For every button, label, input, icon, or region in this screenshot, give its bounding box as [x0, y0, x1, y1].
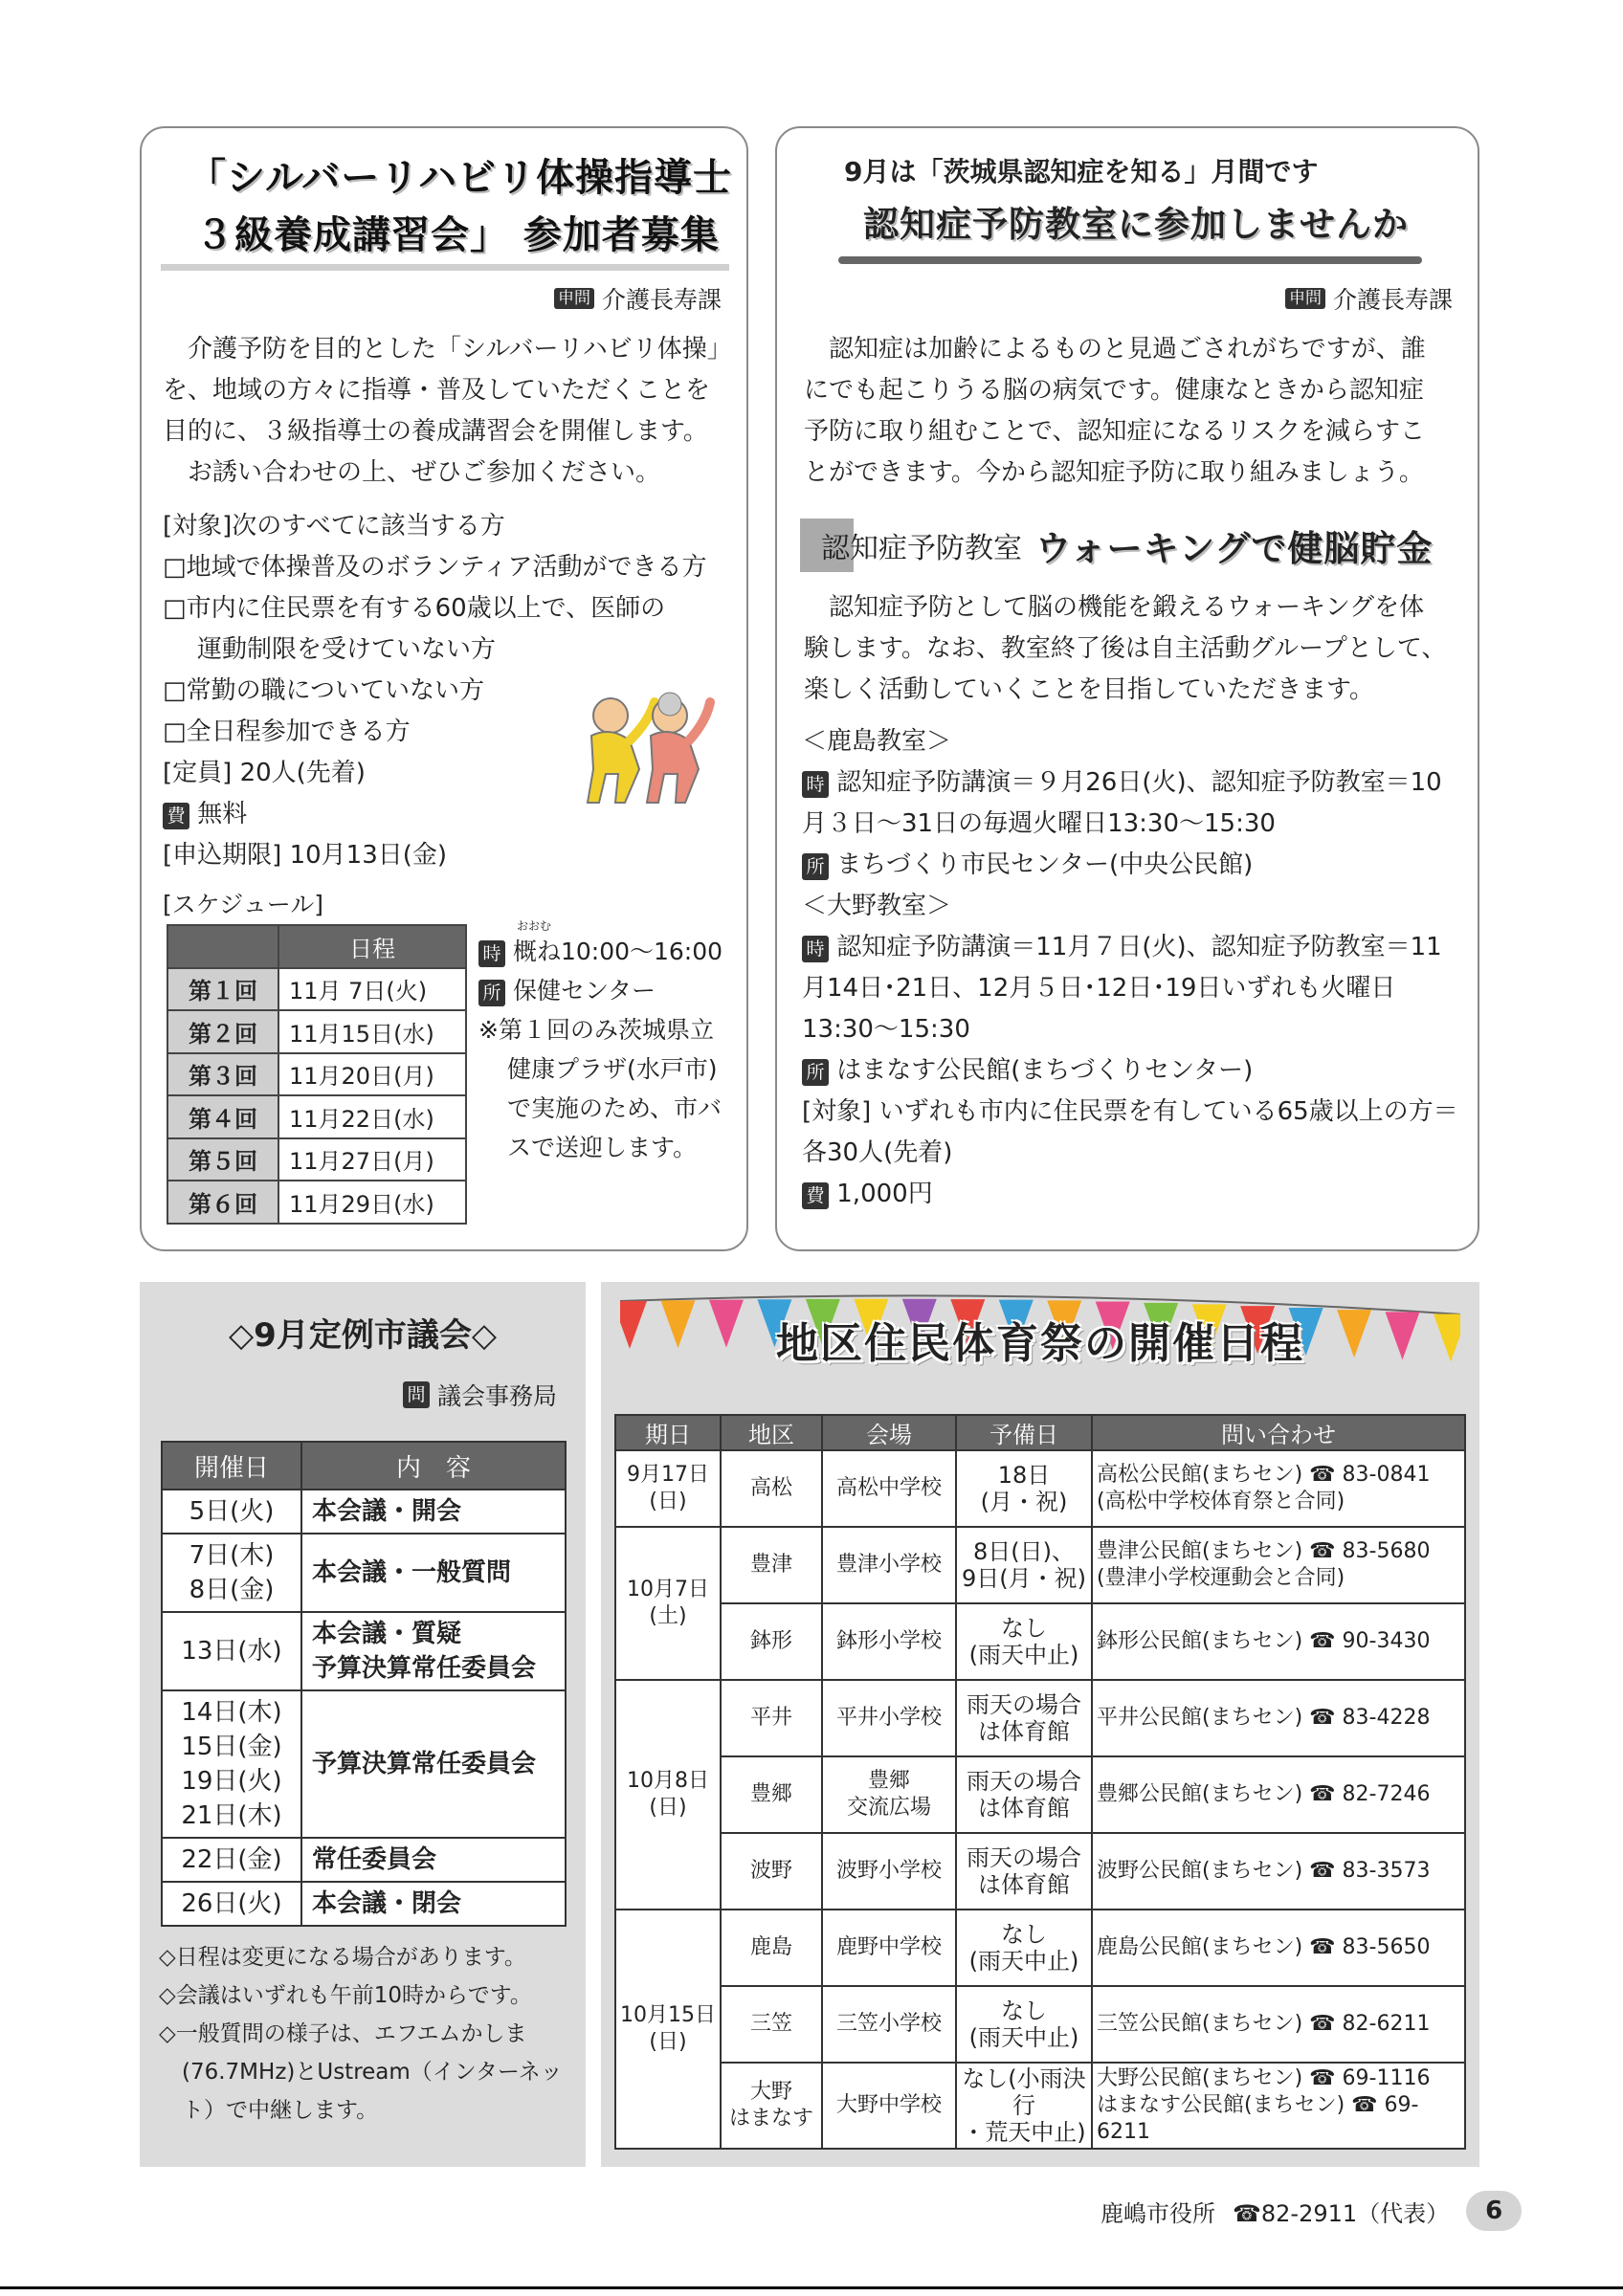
event-date: 9月17日 (日): [615, 1450, 721, 1527]
rehab-department: 申問 介護長寿課: [554, 281, 722, 316]
office-name: 鹿嶋市役所: [1101, 2199, 1215, 2227]
table-row: 7日(木) 8日(金) 本会議・一般質問: [162, 1534, 566, 1612]
footer: [1101, 2191, 1522, 2231]
table-row: 26日(火) 本会議・閉会: [162, 1882, 566, 1926]
cell-venue: 豊津小学校: [822, 1527, 956, 1603]
time-tag: 時: [802, 936, 829, 962]
sports-title: 地区住民体育祭の開催日程: [776, 1319, 1304, 1368]
table-row: [615, 1986, 1465, 2063]
rehab-intro: 介護予防を目的とした「シルバーリハビリ体操」 を、地域の方々に指導・普及していただくことを 目的に、３級指導士の養成講習会を開催します。 お誘い合わせの上、ぜひご参加ください。: [163, 335, 732, 487]
table-row: 22日(金) 常任委員会: [162, 1838, 566, 1882]
dementia-title: 認知症予防教室に参加しませんか: [863, 204, 1409, 245]
table-row: [615, 1527, 1465, 1603]
cell-venue: 平井小学校: [822, 1680, 956, 1756]
schedule-label: [スケジュール]: [163, 891, 324, 918]
cell-venue: 鉢形小学校: [822, 1603, 956, 1680]
kashima-heading: ＜鹿島教室＞: [802, 727, 952, 756]
place-tag: 所: [802, 853, 829, 880]
cell-contact: 豊津公民館(まちセン) ☎ 83-5680 (豊津小学校運動会と合同): [1092, 1527, 1465, 1603]
council-table: [161, 1441, 567, 1927]
schedule-header: 日程: [278, 925, 466, 968]
cell-reserve: なし (雨天中止): [956, 1603, 1092, 1680]
cell-contact: 鉢形公民館(まちセン) ☎ 90-3430: [1092, 1603, 1465, 1680]
table-row: [615, 1680, 1465, 1756]
table-row: [615, 1833, 1465, 1910]
schedule-notes: おおむ 時 概ね10:00～16:00 所 保健センター ※第１回のみ茨城県立健康プラザ(水戸市)で実施のため、市バスで送迎します。: [478, 932, 737, 1167]
table-row: 第５回 11月27日(月): [167, 1138, 466, 1181]
col-district: 地区: [721, 1415, 822, 1450]
cell-venue: 高松中学校: [822, 1450, 956, 1527]
sports-table: [614, 1414, 1466, 2150]
table-row: 第３回 11月20日(月): [167, 1053, 466, 1096]
cell-reserve: 雨天の場合 は体育館: [956, 1833, 1092, 1910]
cell-venue: 豊郷 交流広場: [822, 1756, 956, 1833]
cell-district: 鹿島: [721, 1910, 822, 1986]
cell-contact: 豊郷公民館(まちセン) ☎ 82-7246: [1092, 1756, 1465, 1833]
table-row: 第６回 11月29日(水): [167, 1181, 466, 1224]
time-tag: 時: [802, 771, 829, 798]
cell-district: 鉢形: [721, 1603, 822, 1680]
class-description: 認知症予防として脳の機能を鍛えるウォーキングを体 験します。なお、教室終了後は自主活動グループとして、 楽しく活動していくことを目指していただきます。: [804, 593, 1447, 704]
rehab-panel: [140, 126, 748, 1251]
council-section: [140, 1282, 586, 2167]
place-tag: 所: [802, 1059, 829, 1086]
cell-contact: 鹿島公民館(まちセン) ☎ 83-5650: [1092, 1910, 1465, 1986]
dementia-intro: 認知症は加齢によるものと見過ごされがちですが、誰 にでも起こりうる脳の病気です。健康なときから認知症 予防に取り組むことで、認知症になるリスクを減らすこ とができます。今から認知症予防に取り組みましょう。: [804, 335, 1426, 487]
cell-reserve: 雨天の場合 は体育館: [956, 1680, 1092, 1756]
fee-tag: 費: [163, 803, 189, 829]
dementia-heading: 9月は「茨城県認知症を知る」月間です: [844, 156, 1319, 188]
cell-district: 高松: [721, 1450, 822, 1527]
cell-district: 大野 はまなす: [721, 2063, 822, 2149]
schedule-note: ※第１回のみ茨城県立健康プラザ(水戸市)で実施のため、市バスで送迎します。: [478, 1016, 723, 1161]
inquiry-tag: 問: [403, 1381, 430, 1408]
cell-district: 波野: [721, 1833, 822, 1910]
cell-reserve: なし (雨天中止): [956, 1910, 1092, 1986]
title-underline: [838, 256, 1422, 264]
place-tag: 所: [478, 980, 505, 1006]
rehab-title: 「シルバーリハビリ体操指導士 ３級養成講習会」 参加者募集: [188, 156, 732, 257]
cell-contact: 三笠公民館(まちセン) ☎ 82-6211: [1092, 1986, 1465, 2063]
cell-contact: 平井公民館(まちセン) ☎ 83-4228: [1092, 1680, 1465, 1756]
dementia-department: 申問 介護長寿課: [1285, 281, 1453, 316]
cell-district: 豊郷: [721, 1756, 822, 1833]
table-row: [615, 2063, 1465, 2149]
table-row: [615, 1603, 1465, 1680]
event-date: 10月8日 (日): [615, 1680, 721, 1910]
table-row: 14日(木) 15日(金) 19日(火) 21日(木) 予算決算常任委員会: [162, 1690, 566, 1838]
cell-reserve: 18日 (月・祝): [956, 1450, 1092, 1527]
bottom-rule: [0, 2286, 1623, 2289]
page-number: 6: [1466, 2191, 1522, 2231]
class-subheading: 認知症予防教室 ウォーキングで健脳貯金: [800, 519, 1433, 572]
table-row: [615, 1450, 1465, 1527]
cell-district: 豊津: [721, 1527, 822, 1603]
fee-tag: 費: [802, 1182, 829, 1209]
council-notes: ◇日程は変更になる場合があります。 ◇会議はいずれも午前10時からです。 ◇一般質問の様子は、エフエムかしま(76.7MHz)とUstream（インターネット）で中継します。: [159, 1945, 563, 2123]
table-row: [615, 1756, 1465, 1833]
condition-item: □地域で体操普及のボランティア活動ができる方: [163, 553, 707, 582]
condition-item: □常勤の職についていない方: [163, 676, 485, 705]
cell-venue: 三笠小学校: [822, 1986, 956, 2063]
cell-reserve: 8日(日)、 9日(月・祝): [956, 1527, 1092, 1603]
table-row: [615, 1910, 1465, 1986]
col-content: 内 容: [301, 1442, 566, 1490]
time-ruby: おおむ: [517, 919, 552, 933]
cell-district: 平井: [721, 1680, 822, 1756]
col-date: 期日: [615, 1415, 721, 1450]
event-date: 10月7日 (土): [615, 1527, 721, 1680]
table-row: 5日(火) 本会議・開会: [162, 1490, 566, 1534]
col-venue: 会場: [822, 1415, 956, 1450]
cell-contact: 波野公民館(まちセン) ☎ 83-3573: [1092, 1833, 1465, 1910]
apply-inquiry-tag: 申問: [1285, 288, 1325, 310]
condition-item: □市内に住民票を有する60歳以上で、医師の: [163, 594, 666, 623]
dementia-panel: [775, 126, 1479, 1251]
col-reserve: 予備日: [956, 1415, 1092, 1450]
office-phone: ☎82-2911（代表）: [1233, 2199, 1450, 2227]
col-date: 開催日: [162, 1442, 301, 1490]
schedule-table: [167, 924, 467, 1225]
cell-contact: 高松公民館(まちセン) ☎ 83-0841 (高松中学校体育祭と合同): [1092, 1450, 1465, 1527]
event-date: 10月15日 (日): [615, 1910, 721, 2149]
title-underline: [161, 264, 729, 271]
table-row: 第２回 11月15日(水): [167, 1010, 466, 1053]
time-tag: 時: [478, 940, 505, 967]
class-details: ＜鹿島教室＞ 時 認知症予防講演＝９月26日(火)、認知症予防教室＝10月３日～31日の毎週火曜日13:30～15:30 所 まちづくり市民センター(中央公民館) ＜大野教室＞ 時 認知症予防講演＝11月７日(火)、認知症予防教室＝11月14日･21日、12月５日･12日･19日いずれも火曜日13:30～15:30 所 はまなす公民館(まちづくりセンター) [対象] いずれも市内に住民票を有している65歳以上の方＝各30人(先着) 費 1,000円: [802, 721, 1466, 1215]
cell-venue: 波野小学校: [822, 1833, 956, 1910]
council-department: 問 議会事務局: [403, 1378, 557, 1412]
table-row: 第１回 11月 7日(火): [167, 968, 466, 1011]
cell-district: 三笠: [721, 1986, 822, 2063]
exercise-illustration: [563, 683, 716, 807]
rehab-requirements: [対象]次のすべてに該当する方 □地域で体操普及のボランティア活動ができる方 □市内に住民票を有する60歳以上で、医師の 運動制限を受けていない方 □常勤の職についていない方 □全日程参加できる方 [定員] 20人(先着) 費 無料 [申込期限] 10月13日(金): [163, 506, 731, 876]
condition-item: □全日程参加できる方: [163, 718, 411, 746]
col-contact: 問い合わせ: [1092, 1415, 1465, 1450]
table-row: 第４回 11月22日(水): [167, 1095, 466, 1138]
apply-inquiry-tag: 申問: [554, 288, 594, 310]
cell-reserve: 雨天の場合 は体育館: [956, 1756, 1092, 1833]
cell-venue: 鹿野中学校: [822, 1910, 956, 1986]
cell-venue: 大野中学校: [822, 2063, 956, 2149]
ono-heading: ＜大野教室＞: [802, 892, 952, 920]
table-row: 13日(水) 本会議・質疑 予算決算常任委員会: [162, 1612, 566, 1690]
cell-contact: 大野公民館(まちセン) ☎ 69-1116 はまなす公民館(まちセン) ☎ 69-6211: [1092, 2063, 1465, 2149]
cell-reserve: なし(小雨決行 ・荒天中止): [956, 2063, 1092, 2149]
sports-section: [601, 1282, 1479, 2167]
cell-reserve: なし (雨天中止): [956, 1986, 1092, 2063]
condition-item: 運動制限を受けていない方: [197, 635, 497, 664]
council-title: ◇9月定例市議会◇: [229, 1316, 497, 1355]
